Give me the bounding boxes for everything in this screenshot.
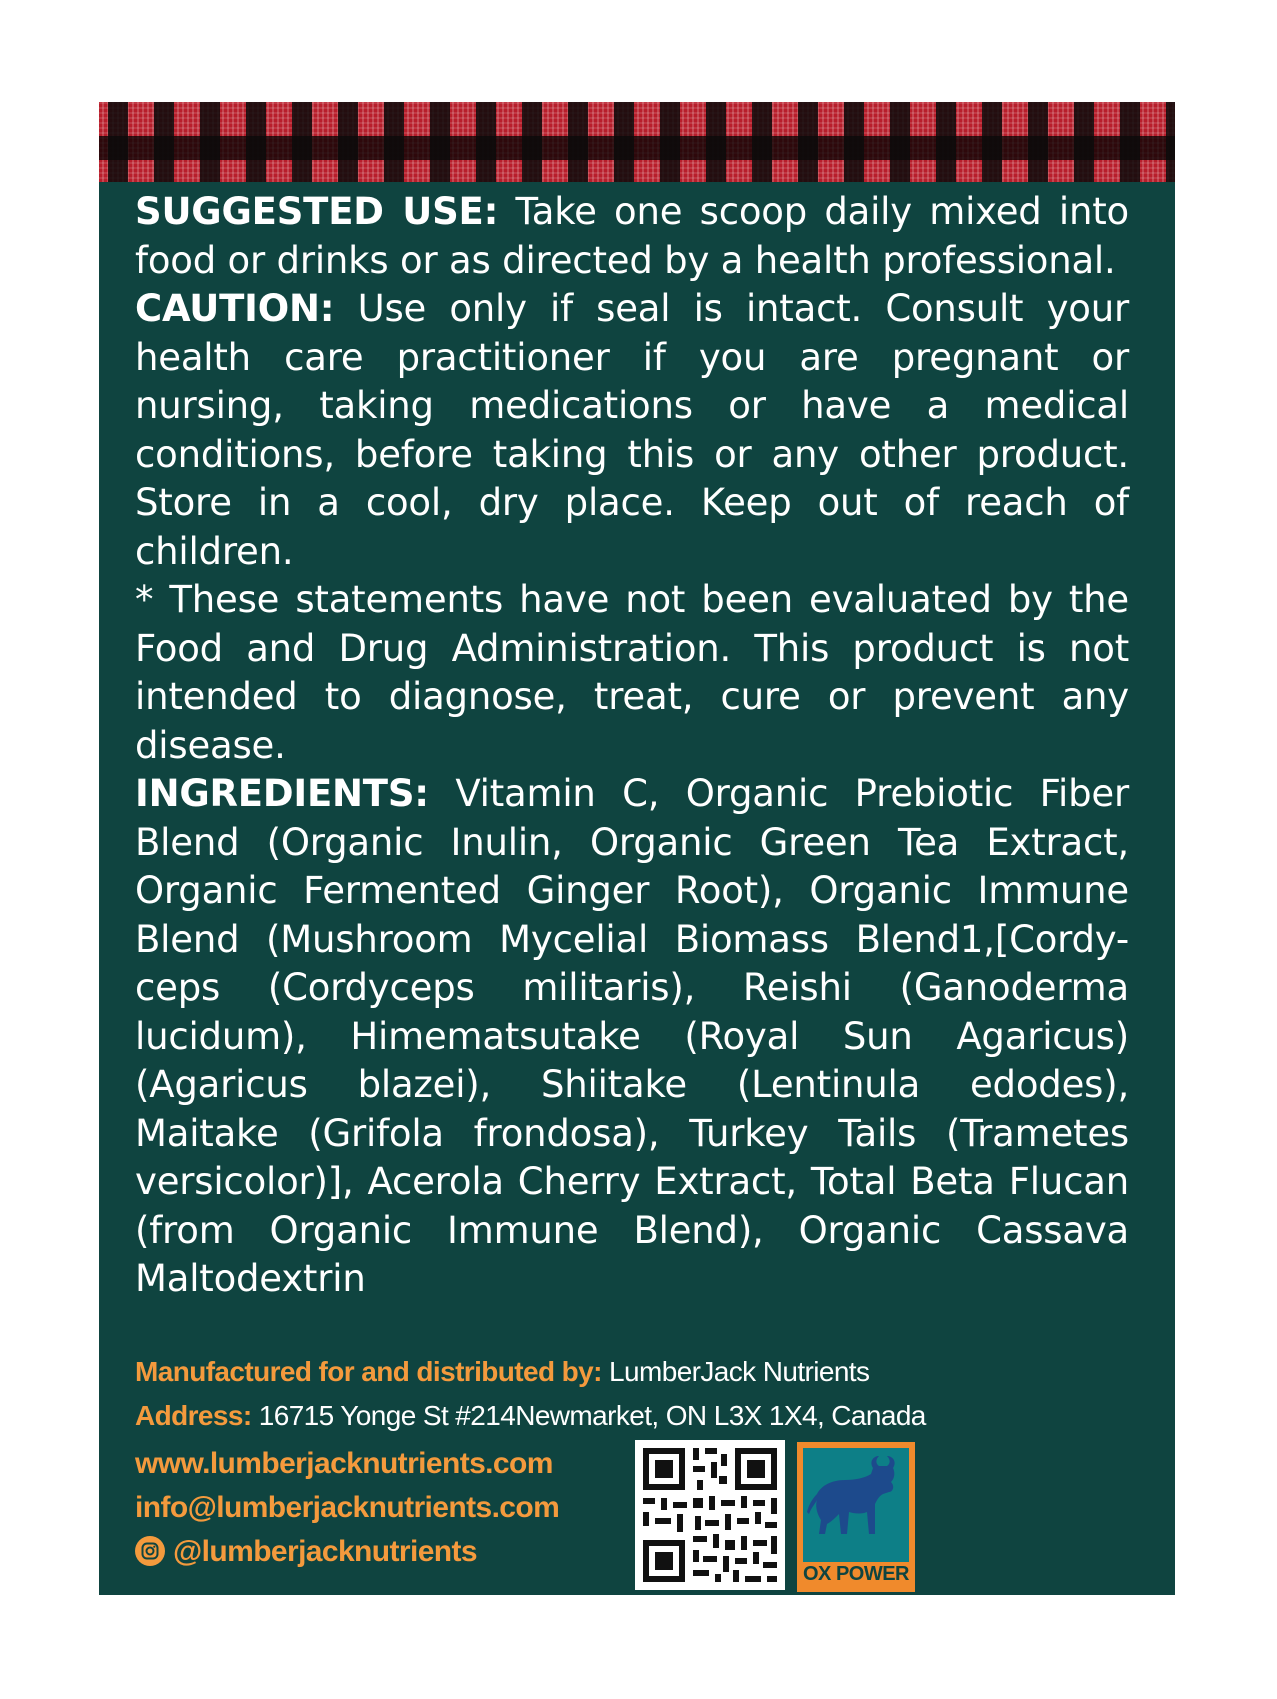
caution-paragraph bbox=[135, 285, 1129, 576]
suggested-use-text: Take one scoop daily mixed into food or drinks or as directed by a health professional. bbox=[135, 190, 1129, 282]
product-label-panel bbox=[99, 102, 1175, 1595]
instagram-handle: @lumberjacknutrients bbox=[173, 1535, 477, 1568]
manufacturer-label: Manufactured for and distributed by: bbox=[135, 1356, 602, 1387]
qr-code-icon bbox=[635, 1440, 785, 1590]
website-link[interactable]: www.lumberjacknutrients.com bbox=[135, 1447, 553, 1480]
manufacturer-row bbox=[135, 1350, 1135, 1394]
bull-icon bbox=[803, 1448, 909, 1562]
ox-power-label: OX POWER bbox=[802, 1563, 909, 1585]
qr-code[interactable] bbox=[635, 1440, 785, 1590]
company-info bbox=[135, 1350, 1135, 1438]
caution-heading: CAUTION: bbox=[135, 287, 335, 330]
fda-disclaimer: * These statements have not been evaluated by the Food and Drug Administration. This product is not intended to diagnose, treat, cure or prevent any disease. bbox=[135, 578, 1129, 767]
ox-badge-panel bbox=[803, 1448, 909, 1562]
ingredients-text: Vitamin C, Organic Prebiotic Fiber Blend (Organic Inulin, Organic Green Tea Extract, Organic Fermented Ginger Root), Organic Immune Blend (Mushroom Mycelial Biomass Blend1,[Cordy-ceps (Cordyceps militaris), Reishi (Ganoderma lucidum), Himematsutake (Royal Sun Agaricus) (Agaricus blazei), Shiitake (Lentinula edodes), Maitake (Grifola frondosa), Turkey Tails (Trametes versicolor)], Acerola Cherry Extract, Total Beta Flucan (from Organic Immune Blend), Organic Cassava Maltodextrin bbox=[135, 772, 1129, 1300]
ingredients-paragraph bbox=[135, 770, 1129, 1304]
address-row bbox=[135, 1394, 1135, 1438]
ox-power-badge bbox=[797, 1442, 915, 1592]
plaid-header-band bbox=[99, 102, 1175, 182]
instagram-row[interactable] bbox=[135, 1530, 559, 1574]
instagram-icon bbox=[135, 1536, 165, 1566]
address-label: Address: bbox=[135, 1400, 252, 1431]
manufacturer-name: LumberJack Nutrients bbox=[609, 1356, 870, 1387]
suggested-use-paragraph bbox=[135, 188, 1129, 285]
suggested-use-heading: SUGGESTED USE: bbox=[135, 190, 499, 233]
label-text-block bbox=[135, 188, 1129, 1304]
email-link[interactable]: info@lumberjacknutrients.com bbox=[135, 1491, 560, 1524]
caution-text: Use only if seal is intact. Consult your health care practitioner if you are pregnant or nursing, taking medications or have a medical conditions, before taking this or any other product. Store in a cool, dry place. Keep out of reach of children. bbox=[135, 287, 1129, 573]
contact-links bbox=[135, 1442, 559, 1574]
address-value: 16715 Yonge St #214Newmarket, ON L3X 1X4, Canada bbox=[258, 1400, 926, 1431]
ingredients-heading: INGREDIENTS: bbox=[135, 772, 429, 815]
